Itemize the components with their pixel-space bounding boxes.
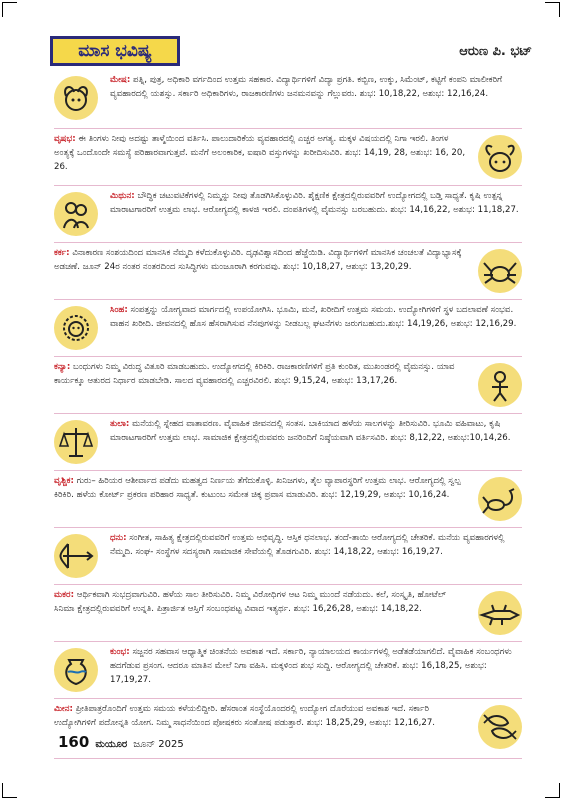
sign-name: ಕನ್ಯಾ: — [54, 362, 71, 372]
twins-icon — [54, 192, 98, 236]
sign-name: ಮಕರ: — [54, 590, 75, 600]
page-footer — [58, 733, 184, 751]
crop-mark-bottom-left — [2, 783, 17, 798]
water-pot-icon — [54, 648, 98, 692]
horoscope-entry-kanya — [54, 357, 522, 414]
scales-icon — [54, 420, 98, 464]
sign-name: ಧನು: — [110, 533, 127, 543]
horoscope-entry-vrishchika — [54, 471, 522, 528]
fish-icon — [478, 705, 522, 749]
crop-mark-top-left — [2, 2, 17, 17]
page-title: ಮಾಸ ಭವಿಷ್ಯ — [78, 41, 152, 61]
prediction-text: ಈ ತಿಂಗಳು ನೀವು ಅದಷ್ಟು ತಾಳ್ಮೆಯಿಂದ ವರ್ತಿಸಿ. ಪಾಲುದಾರಿಕೆಯ ವ್ಯವಹಾರದಲ್ಲಿ ಎಚ್ಚರ ಅಗತ್ಯ. ಮಕ್ಕಳ ವಿಷಯದಲ್ಲಿ ನಿಗಾ ಇರಲಿ. ತಿಂಗಳ ಅಂತ್ಯಕ್ಕೆ ಒಂದೊಂದೇ ಸಮಸ್ಯೆ ಪರಿಹಾರವಾಗುತ್ತವೆ. ಮನೆಗೆ ಅಲಂಕಾರಿಕ, ಐಷಾರಿ ವಸ್ತುಗಳನ್ನು ಖರೀದಿಸುವಿರಿ. ಶುಭ: 14,19, 28, ಅಶುಭ: 16, 20, 26. — [54, 134, 466, 172]
magazine-name: ಮಯೂರ — [95, 739, 128, 750]
sign-name: ತುಲಾ: — [110, 419, 130, 429]
maiden-icon — [478, 363, 522, 407]
sign-name: ಸಿಂಹ: — [110, 305, 128, 315]
crocodile-icon — [478, 591, 522, 635]
prediction-text: ಗುರು– ಹಿರಿಯರ ಆಶೀರ್ವಾದ ಪಡೆದು ಮಹತ್ವದ ನಿರ್ಣಯ ತೆಗೆದುಕೊಳ್ಳಿ. ಖನಿಜಗಳು, ತೈಲ ವ್ಯಾಪಾರಸ್ಥರಿಗೆ ಉತ್ತಮ ಲಾಭ. ಆರೋಗ್ಯದಲ್ಲಿ ಸ್ವಲ್ಪ ಕಿರಿಕಿರಿ. ಹಳೆಯ ಕೋರ್ಟ್ ಪ್ರಕರಣ ಪರಿಹಾರ ಸಾಧ್ಯತೆ. ಕುಟುಂಬ ಸಮೇತ ಚಿಕ್ಕ ಪ್ರವಾಸ ಮಾಡುವಿರಿ. ಶುಭ: 12,19,29, ಅಶುಭ: 10,16,24. — [54, 476, 461, 500]
crop-mark-bottom-right — [545, 783, 560, 798]
horoscope-entry-mesha — [54, 70, 522, 129]
issue-date: ಜೂನ್ 2025 — [133, 739, 184, 750]
lion-icon — [54, 306, 98, 350]
horoscope-entry-mithuna — [54, 186, 522, 243]
prediction-text: ಪತ್ನಿ, ಪುತ್ರ, ಅಧಿಕಾರಿ ವರ್ಗದಿಂದ ಉತ್ತಮ ಸಹಕಾರ. ವಿದ್ಯಾರ್ಥಿಗಳಿಗೆ ವಿದ್ಯಾ ಪ್ರಗತಿ. ಕಬ್ಬಿಣ, ಉಕ್ಕು, ಸಿಮೆಂಟ್, ಕಟ್ಟಿಗೆ ಕಂಪನಿ ಮಾಲೀಕರಿಗೆ ವ್ಯವಹಾರದಲ್ಲಿ ಯಶಸ್ಸು. ಸರ್ಕಾರಿ ಅಧಿಕಾರಿಗಳು, ರಾಜಕಾರಣಿಗಳು ಜನಮನವನ್ನು ಗೆಲ್ಲುವರು. ಶುಭ: 10,18,22, ಅಶುಭ: 12,16,24. — [110, 75, 503, 99]
prediction-text: ಮನೆಯಲ್ಲಿ ಸ್ನೇಹದ ವಾತಾವರಣ. ವೈವಾಹಿಕ ಜೀವನದಲ್ಲಿ ಸಂತಸ. ಬಾಕಿಯಾದ ಹಳೆಯ ಸಾಲಗಳನ್ನು ತೀರಿಸುವಿರಿ. ಭೂಮಿ ವಹಿವಾಟು, ಕೃಷಿ ಮಾರಾಟಗಾರರಿಗೆ ಉತ್ತಮ ಲಾಭ. ಸಾಮಾಜಿಕ ಕ್ಷೇತ್ರದಲ್ಲಿರುವವರು ಜನರಿಂದಿಗೆ ನಿಷ್ಠೆಯವಾಗಿ ವರ್ತಿಸವಿರಿ. ಶುಭ: 8,12,22, ಅಶುಭ:10,14,26. — [110, 419, 511, 443]
horoscope-list — [54, 70, 522, 759]
prediction-text: ಸಜ್ಜನರ ಸಹವಾಸ ಆಧ್ಯಾತ್ಮಿಕ ಚಿಂತನೆಯ ಅವಕಾಶ ಇದೆ. ಸರ್ಕಾರಿ, ನ್ಯಾಯಾಲಯದ ಕಾರ್ಯಗಳಲ್ಲಿ ಅಡೆತಡೆಯಾಗಲಿದೆ. ವೈವಾಹಿಕ ಸಂಬಂಧಗಳು ಹದಗೆಡುವ ಪ್ರಸಂಗ. ಆದರೂ ಮಾತಿನ ಮೇಲೆ ನಿಗಾ ವಹಿಸಿ. ಮಕ್ಕಳಿಂದ ಶುಭ ಸುದ್ದಿ. ಆರೋಗ್ಯದಲ್ಲಿ ಚೇತರಿಕೆ. ಶುಭ: 16,18,25, ಅಶುಭ: 17,19,27. — [110, 647, 512, 685]
prediction-text: ಆರ್ಥಿಕವಾಗಿ ಸುಭದ್ರವಾಗುವಿರಿ. ಹಳೆಯ ಸಾಲ ತೀರಿಸುವಿರಿ. ನಿಮ್ಮ ವಿರೋಧಿಗಳ ಆಟ ನಿಮ್ಮ ಮುಂದೆ ನಡೆಯದು. ಕಲೆ, ಸಂಸ್ಕೃತಿ, ಹೋಟೆಲ್ ಸಿನಿಮಾ ಕ್ಷೇತ್ರದಲ್ಲಿರುವವರಿಗೆ ಉನ್ನತಿ. ಪಿತ್ರಾರ್ಜಿತ ಆಸ್ತಿಗೆ ಸಂಬಂಧಪಟ್ಟ ವಿವಾದ ಇತ್ಯರ್ಥ. ಶುಭ: 16,26,28, ಅಶುಭ: 14,18,22. — [54, 590, 447, 614]
page-title-box — [50, 36, 180, 66]
sign-name: ಕರ್ಕ: — [54, 248, 70, 258]
crab-icon — [478, 249, 522, 293]
sign-name: ಮಿಥುನ: — [110, 191, 135, 201]
horoscope-entry-karka — [54, 243, 522, 300]
horoscope-entry-makara — [54, 585, 522, 642]
horoscope-entry-dhanu — [54, 528, 522, 585]
prediction-text: ಬಂಧುಗಳು ನಿಮ್ಮ ವಿರುದ್ಧ ವಿತೂರಿ ಮಾಡಬಹುದು. ಉದ್ಯೋಗದಲ್ಲಿ ಕಿರಿಕಿರಿ. ರಾಜಕಾರಣಿಗಳಿಗೆ ಪ್ರತಿ ಕುಂಠಿತ, ಮುಖಂಡರಲ್ಲಿ ವೈಮನಸ್ಸು. ಯಾವ ಕಾರ್ಯಕ್ಕೂ ಆತುರದ ನಿರ್ಧಾರ ಮಾಡಬೇಡಿ. ಸಾಲದ ವ್ಯವಹಾರದಲ್ಲಿ ಎಚ್ಚರವಿರಲಿ. ಶುಭ: 9,15,24, ಅಶುಭ: 13,17,26. — [54, 362, 455, 386]
prediction-text: ಸಂಗೀತ, ಸಾಹಿತ್ಯ ಕ್ಷೇತ್ರದಲ್ಲಿರುವವರಿಗೆ ಉತ್ತಮ ಅಭಿವೃದ್ಧಿ. ಆಸ್ತಿಕ ಧನಲಾಭ. ತಂದೆ-ತಾಯಿ ಆರೋಗ್ಯದಲ್ಲಿ ಚೇತರಿಕೆ. ಮನೆಯ ವ್ಯವಹಾರಗಳಲ್ಲಿ ನೆಮ್ಮದಿ. ಸಂಘ- ಸಂಸ್ಥೆಗಳ ಸದಸ್ಯರಾಗಿ ಸಾಮಾಜಿಕ ಸೇವೆಯಲ್ಲಿ ತೊಡಗುವಿರಿ. ಶುಭ: 14,18,22, ಆಶುಭ: 16,19,27. — [110, 533, 505, 557]
ram-icon — [54, 76, 98, 120]
horoscope-entry-tula — [54, 414, 522, 471]
prediction-text: ಸಂಪತ್ತನ್ನು ಯೋಗ್ಯವಾದ ಮಾರ್ಗದಲ್ಲಿ ಉಪಯೋಗಿಸಿ. ಭೂಮಿ, ಮನೆ, ಖರೀದಿಗೆ ಉತ್ತಮ ಸಮಯ. ಉದ್ಯೋಗಿಗಳಿಗೆ ಸ್ಥಳ ಬದಲಾವಣೆ ಸಂಭವ. ವಾಹನ ಖರೀದಿ. ಜೀವನದಲ್ಲಿ ಹೊಸ ಹೆಸರಾಗಿಸುವ ನೆನಪುಗಳನ್ನು ನೀಡಬಲ್ಲ ಘಟನೆಗಳು ಜರುಗಬಹುದು.ಶುಭ: 14,19,26, ಅಶುಭ: 12,16,29. — [110, 305, 517, 329]
prediction-text: ವಿನಾಕಾರಣ ಸಂಶಯದಿಂದ ಮಾನಸಿಕ ನೆಮ್ಮದಿ ಕಳೆದುಕೊಳ್ಳುವಿರಿ. ದೃಢವಿಶ್ವಾಸದಿಂದ ಹೆಜ್ಜೆಯಿಡಿ. ವಿದ್ಯಾರ್ಥಿಗಳಿಗೆ ಮಾನಸಿಕ ಚಂಚಲತೆ ವಿದ್ಯಾಭ್ಯಾಸಕ್ಕೆ ಅಡಚಣೆ. ಜೂನ್ 24ರ ನಂತರ ನಂತರದಿಂದ ಸುಸಿದ್ಧಿಗಳು ಮಂಜೂರಾಗಿ ಕರಗುವವು. ಶುಭ: 10,18,27, ಆಶುಭ: 13,20,29. — [54, 248, 462, 272]
horoscope-entry-simha — [54, 300, 522, 357]
sign-name: ಮೇಷ: — [110, 75, 131, 85]
archer-icon — [54, 534, 98, 578]
sign-name: ಕುಂಭ: — [110, 647, 130, 657]
sign-name: ವೃಶ್ಚಿಕ: — [54, 476, 74, 486]
horoscope-entry-kumbha — [54, 642, 522, 699]
sign-name: ವೃಷಭ: — [54, 134, 76, 144]
page-number: 160 — [58, 733, 90, 751]
crop-mark-top-right — [545, 2, 560, 17]
bull-icon — [478, 135, 522, 179]
scorpion-icon — [478, 477, 522, 521]
author-name: ಆರುಣ ಪಿ. ಭಟ್ — [459, 44, 532, 59]
prediction-text: ಬೌದ್ಧಿಕ ಚಟುವಟಿಕೆಗಳಲ್ಲಿ ನಿಮ್ಮನ್ನು ನೀವು ತೊಡಗಿಸಿಕೊಳ್ಳುವಿರಿ. ಶೈಕ್ಷಣಿಕ ಕ್ಷೇತ್ರದಲ್ಲಿರುವವರಿಗೆ ಉದ್ಯೋಗದಲ್ಲಿ ಬಡ್ತಿ ಸಾಧ್ಯತೆ. ಕೃಷಿ ಉತ್ಪನ್ನ ಮಾರಾಟಗಾರರಿಗೆ ಉತ್ತಮ ಲಾಭ. ಆರೋಗ್ಯದಲ್ಲಿ ಕಾಳಜಿ ಇರಲಿ. ದಂಪತಿಗಳಲ್ಲಿ ವೈಮನಸ್ಸು ಬರಬಹುದು. ಶುಭ: 14,16,22, ಅಶುಭ: 11,18,27. — [110, 191, 519, 215]
sign-name: ಮೀನ: — [54, 704, 73, 714]
horoscope-entry-vrishabha — [54, 129, 522, 186]
prediction-text: ಪ್ರೀತಿಪಾತ್ರರೊಂದಿಗೆ ಉತ್ತಮ ಸಮಯ ಕಳೆಯಲಿದ್ದೀರಿ. ಹೆಸರಾಂತ ಸಂಸ್ಥೆಯೊಂದರಲ್ಲಿ ಉದ್ಯೋಗ ದೊರೆಯುವ ಅವಕಾಶ ಇದೆ. ಸರ್ಕಾರಿ ಉದ್ಯೋಗಿಗಳಿಗೆ ಪದೋನ್ನತಿ ಯೋಗ. ನಿಮ್ಮ ಸಾಧನೆಯಿಂದ ಪೋಷಕರು ಸಂತೋಷ ಪಡುತ್ತಾರೆ. ಶುಭ: 18,25,29, ಅಶುಭ: 12,16,27. — [54, 704, 436, 728]
